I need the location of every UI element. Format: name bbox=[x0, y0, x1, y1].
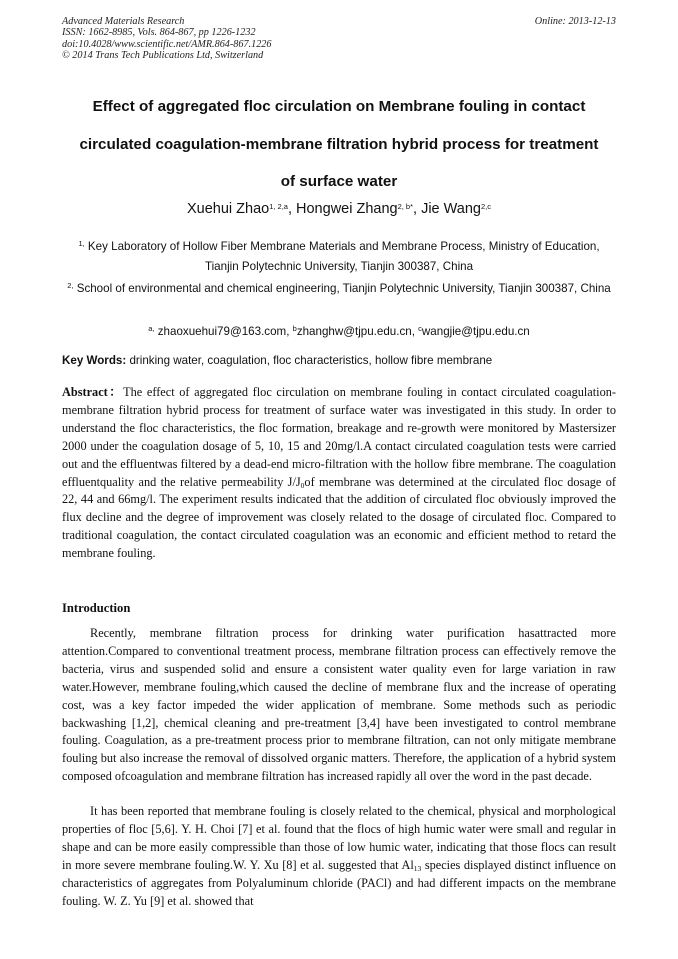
affiliation-2 bbox=[62, 279, 616, 299]
email-link[interactable]: zhaoxuehui79@163.com, bbox=[154, 325, 293, 338]
author-name: Xuehui Zhao bbox=[186, 201, 270, 217]
abstract bbox=[62, 384, 616, 563]
author-name: , Hongwei Zhang bbox=[287, 201, 398, 217]
title-line-2: circulated coagulation-membrane filtration hybrid process for treatment bbox=[79, 135, 599, 153]
email-mark: b bbox=[292, 324, 297, 333]
affiliation-text: Key Laboratory of Hollow Fiber Membrane Materials and Membrane Process, Ministry of Education, Tianjin Polytechnic University, Tianjin 300387, China bbox=[84, 240, 600, 273]
email-mark: c bbox=[418, 324, 422, 333]
email-link[interactable]: zhanghw@tjpu.edu.cn, bbox=[296, 325, 419, 338]
running-header bbox=[62, 16, 616, 61]
keywords-label: Key Words: bbox=[62, 354, 127, 367]
online-date: Online: 2013-12-13 bbox=[534, 16, 616, 27]
author-affiliation-mark: 1, 2,a bbox=[269, 202, 288, 211]
subscript: 13 bbox=[413, 863, 422, 873]
affiliation-mark: 1, bbox=[78, 239, 85, 248]
intro-paragraph-2 bbox=[62, 803, 616, 910]
doi-line: doi:10.4028/www.scientific.net/AMR.864-867.1226 bbox=[62, 38, 272, 50]
email-link[interactable]: wangjie@tjpu.edu.cn bbox=[421, 325, 530, 338]
paragraph-text-cont: species displayed distinct influence on characteristics of aggregates from Polyaluminum chloride (PACl) and had different impacts on the membrane fouling. W. Z. Yu [9] et al. showed that bbox=[62, 857, 616, 908]
email-mark: a, bbox=[148, 324, 155, 333]
abstract-text-cont: of membrane was determined at the circulated floc dosage of 22, 44 and 66mg/l. The experiment results indicated that the addition of circulated floc obviously improved the flux decline and the degree of improvement was closely related to the dosage of circulated floc. Compared to traditional coagulation, the contact circulated coagulation was an economic and efficient method to retard the membrane fouling. bbox=[62, 474, 616, 561]
subscript: 0 bbox=[300, 480, 305, 490]
intro-paragraph-1: Recently, membrane filtration process for drinking water purification hasattracted more attention.Compared to conventional treatment process, membrane filtration process can effectively remove the bacteria, virus and suspended solid and ensure a consistent water quality even for large variation in raw water.However, membrane fouling,which caused the decline of membrane flux and the increase of operating cost, was a key factor impeded the wider application of membrane. Some methods such as periodic backwashing [1,2], chemical cleaning and pre-treatment [3,4] have been investigated to control membrane fouling. Coagulation, as a pre-treatment process prior to membrane filtration, can not only mitigate membrane fouling but also increase the removal of dissolved organic matters. Therefore, the application of a hybrid system composed ofcoagulation and membrane filtration has increased rapidly all over the word in the past decade. bbox=[62, 626, 616, 784]
journal-name: Advanced Materials Research bbox=[62, 16, 185, 27]
keywords-text: drinking water, coagulation, floc characteristics, hollow fibre membrane bbox=[126, 354, 493, 367]
affiliation-1 bbox=[62, 237, 616, 277]
title-line-1: Effect of aggregated floc circulation on Membrane fouling in contact bbox=[92, 98, 586, 115]
author-list bbox=[40, 201, 638, 217]
affiliation-mark: 2, bbox=[67, 281, 74, 290]
author-name: , Jie Wang bbox=[413, 201, 481, 217]
author-affiliation-mark: 2, b* bbox=[397, 202, 414, 211]
author-affiliation-mark: 2,c bbox=[481, 202, 492, 211]
affiliation-text: School of environmental and chemical engineering, Tianjin Polytechnic University, Tianjin 300387, China bbox=[73, 282, 611, 295]
paragraph-text: It has been reported that membrane fouling is closely related to the chemical, physical and morphological properties of floc [5,6]. Y. H. Choi [7] et al. found that the flocs of high humic water were small and regular in shape and can be more easily compressible than those of low humic water, indicating that those flocs can result in more severe membrane fouling.W. Y. Xu [8] et al. suggested that Al bbox=[62, 804, 616, 872]
email-line bbox=[62, 322, 616, 342]
abstract-text: The effect of aggregated floc circulation on membrane fouling in contact circulated coagulation-membrane filtration hybrid process for treatment of surface water was investigated in this study. In order to understand the floc characteristics, the floc formation, breakage and re-growth were monitored by Mastersizer 2000 under the coagulation dosage of 5, 10, 15 and 20mg/l.A contact circulated coagulation tests were carried out and the effluentwas filtered by a dead-end micro-filtration with the hollow fibre membrane. The coagulation effluentquality and the relative permeability J/J bbox=[62, 385, 616, 489]
paper-title bbox=[40, 88, 638, 201]
abstract-label: Abstract： bbox=[62, 385, 124, 399]
copyright-line: © 2014 Trans Tech Publications Ltd, Switzerland bbox=[62, 49, 264, 61]
issn-line: ISSN: 1662-8985, Vols. 864-867, pp 1226-1232 bbox=[62, 27, 256, 39]
section-heading-introduction: Introduction bbox=[62, 601, 131, 615]
title-line-3: of surface water bbox=[280, 173, 398, 190]
keywords bbox=[62, 354, 616, 367]
